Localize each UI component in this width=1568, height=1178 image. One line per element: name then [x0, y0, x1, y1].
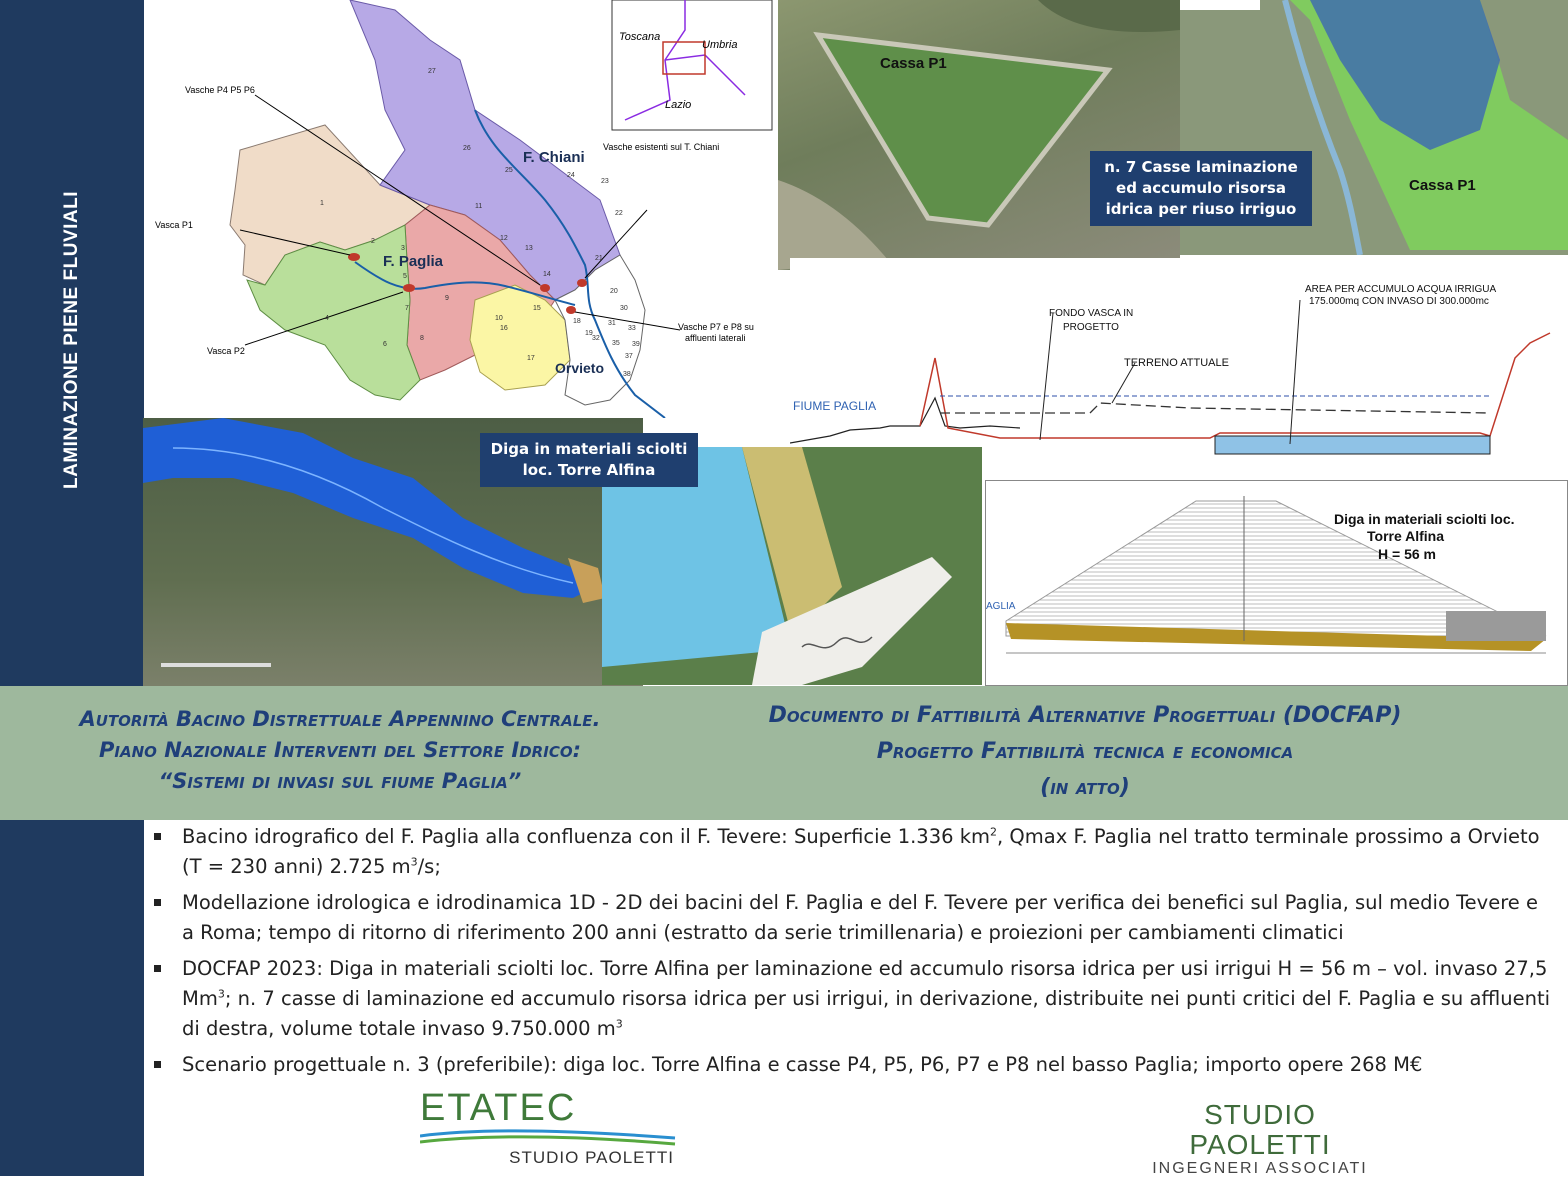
band-left-line-2: Piano Nazionale Interventi del Settore Idrico:	[99, 738, 581, 762]
dam-section-river-label: AGLIA	[986, 601, 1016, 612]
svg-text:38: 38	[623, 371, 631, 378]
svg-text:14: 14	[543, 271, 551, 278]
fondo-label-2: PROGETTO	[1063, 322, 1119, 333]
vasche-p456-label: Vasche P4 P5 P6	[185, 85, 255, 95]
studio-paoletti-text: STUDIO PAOLETTI	[1189, 1099, 1331, 1160]
svg-text:17: 17	[527, 355, 535, 362]
bullet-marker	[154, 899, 161, 906]
bullet-item: Bacino idrografico del F. Paglia alla confluenza con il F. Tevere: Superficie 1.336 $km^2$, Qmax F. Paglia nel tratto terminale prossimo a Orvieto (T = 230 anni) 2.725 $m^3/s$;	[152, 822, 1552, 882]
f-chiani-label: F. Chiani	[523, 149, 585, 166]
cassa-p1-label: Cassa P1	[880, 55, 947, 72]
sidebar-title: LAMINAZIONE PIENE FLUVIALI	[61, 191, 82, 489]
svg-text:15: 15	[533, 305, 541, 312]
fondo-label-1: FONDO VASCA IN	[1049, 308, 1134, 319]
studio-paoletti-logo	[1130, 1099, 1390, 1177]
bullet-item: DOCFAP 2023: Diga in materiali sciolti loc. Torre Alfina per laminazione ed accumulo risorsa idrica per usi irrigui H = 56 m – vol. invaso 27,5 Mm$^3$; n. 7 casse di laminazione ed accumulo risorsa idrica per usi irrigui, in derivazione, distribuite nei punti critici del F. Paglia e su affluenti di destra, volume totale invaso 9.750.000 $m^3$	[152, 954, 1552, 1044]
bullet-item: Scenario progettuale n. 3 (preferibile): diga loc. Torre Alfina e casse P4, P5, P6, P7 e P8 nel basso Paglia; importo opere 268 M€	[152, 1050, 1552, 1080]
dam-section-svg	[986, 481, 1568, 686]
etatec-logo-text: ETATEC	[420, 1087, 577, 1129]
svg-text:20: 20	[610, 288, 618, 295]
svg-text:33: 33	[628, 325, 636, 332]
vasca-p2-marker	[403, 284, 415, 292]
vasca-p2-label: Vasca P2	[207, 346, 245, 356]
aerial-cassa-drawing	[778, 0, 1180, 270]
f-paglia-label: F. Paglia	[383, 253, 444, 270]
title-band	[0, 686, 1568, 820]
dam-section-title-3: H = 56 m	[1378, 546, 1436, 562]
area-label-2: 175.000mq CON INVASO DI 300.000mc	[1309, 296, 1489, 307]
vasche-p78-label-2: affluenti laterali	[685, 333, 746, 343]
svg-text:22: 22	[615, 210, 623, 217]
svg-text:24: 24	[567, 172, 575, 179]
svg-text:16: 16	[500, 325, 508, 332]
band-right	[680, 698, 1490, 806]
dam-callout-line-1: Diga in materiali sciolti	[490, 440, 688, 458]
lazio-label: Lazio	[665, 99, 692, 111]
svg-text:25: 25	[505, 167, 513, 174]
svg-text:35: 35	[612, 340, 620, 347]
svg-text:30: 30	[620, 305, 628, 312]
svg-text:12: 12	[500, 235, 508, 242]
svg-text:5: 5	[403, 273, 407, 280]
terreno-label: TERRENO ATTUALE	[1124, 357, 1229, 369]
svg-text:1: 1	[320, 200, 324, 207]
vasche-p78-marker	[566, 306, 576, 314]
svg-text:37: 37	[625, 353, 633, 360]
bullet-marker	[154, 833, 161, 840]
vasca-p1-marker	[348, 253, 360, 261]
band-right-line-1: Documento di Fattibilità Alternative Progettuali (DOCFAP)	[768, 703, 1402, 728]
band-left	[0, 704, 680, 797]
svg-text:31: 31	[608, 320, 616, 327]
basin-map	[145, 0, 775, 418]
svg-text:27: 27	[428, 68, 436, 75]
band-left-line-1: Autorità Bacino Distrettuale Appennino Centrale.	[79, 707, 601, 731]
studio-paoletti-subtext: INGEGNERI ASSOCIATI	[1152, 1160, 1368, 1177]
cross-section-drawing	[790, 258, 1568, 460]
aerial-cassa-p1-photo	[778, 0, 1180, 270]
vasche-p78-label-1: Vasche P7 e P8 su	[678, 322, 754, 332]
svg-text:32: 32	[592, 335, 600, 342]
bullet-marker	[154, 1061, 161, 1068]
etatec-logo-subtext: STUDIO PAOLETTI	[509, 1148, 674, 1167]
dam-section-title-1: Diga in materiali sciolti loc.	[1334, 511, 1515, 527]
casse-callout-line-1: n. 7 Casse laminazione	[1104, 158, 1298, 176]
casse-callout-line-3: idrica per riuso irriguo	[1105, 200, 1297, 218]
dam-callout	[480, 433, 698, 487]
dam-callout-line-2: loc. Torre Alfina	[522, 461, 656, 479]
svg-text:18: 18	[573, 318, 581, 325]
cross-section-svg	[790, 258, 1568, 460]
etatec-logo	[420, 1088, 680, 1168]
svg-text:23: 23	[601, 178, 609, 185]
etatec-swoosh	[420, 1128, 680, 1148]
basin-map-drawing	[145, 0, 775, 418]
band-left-line-3: “Sistemi di invasi sul fiume Paglia”	[158, 769, 522, 793]
umbria-label: Umbria	[702, 39, 738, 51]
band-right-line-3: (in atto)	[1040, 775, 1130, 800]
vasche-chiani-marker	[577, 279, 587, 287]
svg-text:21: 21	[595, 255, 603, 262]
fiume-paglia-label: FIUME PAGLIA	[793, 399, 877, 413]
vasche-p456-marker	[540, 284, 550, 292]
svg-text:9: 9	[445, 295, 449, 302]
svg-text:3: 3	[401, 245, 405, 252]
svg-text:7: 7	[405, 305, 409, 312]
svg-text:10: 10	[495, 315, 503, 322]
svg-text:4: 4	[325, 315, 329, 322]
band-right-line-2: Progetto Fattibilità tecnica e economica	[876, 739, 1294, 764]
svg-text:11: 11	[475, 203, 483, 210]
casse-callout	[1090, 151, 1312, 226]
orvieto-label: Orvieto	[555, 360, 605, 376]
svg-text:13: 13	[525, 245, 533, 252]
plan-cassa-p1-label: Cassa P1	[1409, 177, 1476, 194]
sidebar	[0, 0, 144, 1176]
bullet-list	[152, 822, 1552, 1086]
dam-section-title-2: Torre Alfina	[1367, 528, 1445, 544]
svg-text:8: 8	[420, 335, 424, 342]
svg-text:39: 39	[632, 341, 640, 348]
dam-cross-section	[985, 480, 1568, 686]
bullet-marker	[154, 965, 161, 972]
vasca-p1-label: Vasca P1	[155, 220, 193, 230]
svg-text:19: 19	[585, 330, 593, 337]
area-label-1: AREA PER ACCUMULO ACQUA IRRIGUA	[1305, 284, 1497, 295]
svg-text:2: 2	[371, 238, 375, 245]
bullet-item: Modellazione idrologica e idrodinamica 1D - 2D dei bacini del F. Paglia e del F. Tevere per verifica dei benefici sul Paglia, sul medio Tevere e a Roma; tempo di ritorno di riferimento 200 anni (estratto da serie trimillenaria) e proiezioni per cambiamenti climatici	[152, 888, 1552, 948]
svg-text:6: 6	[383, 341, 387, 348]
toscana-label: Toscana	[619, 31, 661, 43]
casse-callout-line-2: ed accumulo risorsa	[1116, 179, 1286, 197]
svg-text:26: 26	[463, 145, 471, 152]
vasche-chiani-label: Vasche esistenti sul T. Chiani	[603, 142, 720, 152]
